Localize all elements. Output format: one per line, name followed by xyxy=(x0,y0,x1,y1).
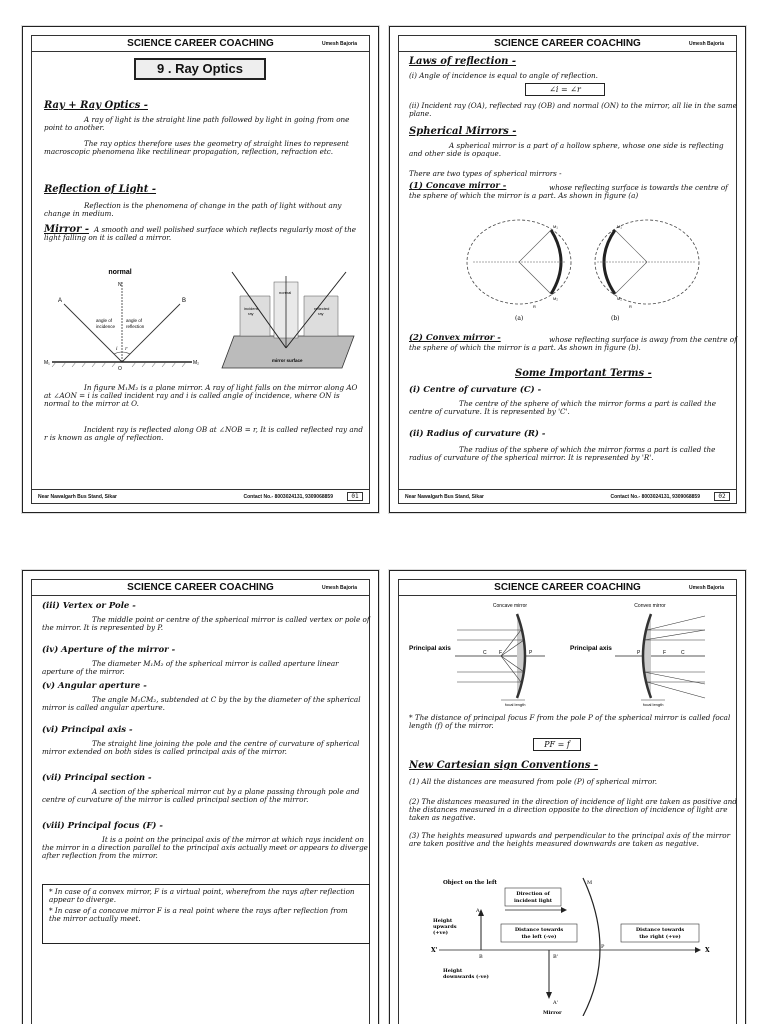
header-title: SCIENCE CAREER COACHING xyxy=(494,582,641,593)
fig-height-up-2: upwards xyxy=(433,924,457,930)
fig-aor-1: angle of xyxy=(126,318,143,323)
sign-mirror-arc xyxy=(583,878,600,1016)
note-concave: * In case of a concave mirror F is a real point where the rays after reflection from the mirror actually meet. xyxy=(49,906,348,923)
convention-3: (3) The heights measured upwards and perpendicular to the principal axis of the mirror are taken positive and the heights measured downwards are taken as negative. xyxy=(409,831,731,848)
term-3-label: (iii) Vertex or Pole - xyxy=(42,601,136,611)
plane-mirror-figure xyxy=(42,266,202,376)
heading-cartesian: New Cartesian sign Conventions - xyxy=(409,760,599,771)
fig-height-up-1: Height xyxy=(433,918,453,924)
convex-mirror xyxy=(643,614,651,698)
law-2: (ii) Incident ray (OA), reflected ray (OB) and normal (ON) to the mirror, all lie in the same plane. xyxy=(409,101,737,118)
spherical-mirrors-figure xyxy=(465,212,705,322)
fig-incident-light: incident light xyxy=(513,898,553,904)
principal-axis-left: Principal axis xyxy=(409,645,451,652)
reflected-ray xyxy=(122,304,180,362)
page-1 xyxy=(22,26,379,513)
term-5-label: (v) Angular aperture - xyxy=(42,681,147,691)
page-3 xyxy=(22,570,379,1024)
note-box xyxy=(42,884,370,944)
page-header xyxy=(399,36,736,52)
header-author: Umesh Bajoria xyxy=(321,41,357,47)
concave-C: C xyxy=(483,650,487,656)
concave-P: P xyxy=(529,650,533,656)
convex-C: C xyxy=(681,650,685,656)
fig-object-left: Object on the left xyxy=(443,880,497,886)
fig-a-caption: (a) xyxy=(515,315,524,322)
fig-dist-right-2: the right (+ve) xyxy=(639,934,681,940)
fig-aor-2: reflection xyxy=(126,324,145,329)
fig-X: X xyxy=(705,947,710,954)
term-1-label: (i) Centre of curvature (C) - xyxy=(409,385,542,395)
term-7-text: A section of the spherical mirror cut by a plane passing through pole and centre of curvature of the mirror is called principal section of the mirror. xyxy=(42,787,360,804)
radius-a1 xyxy=(519,230,551,262)
header-author: Umesh Bajoria xyxy=(688,41,724,47)
axis-arrowhead xyxy=(695,947,701,953)
fig-reflected-label-1: reflected xyxy=(314,306,330,311)
term-8-label: (viii) Principal focus (F) - xyxy=(42,821,163,831)
page-frame xyxy=(31,35,370,504)
term-8-text: It is a point on the principal axis of the mirror at which rays incident on the mirror in a direction parallel to the principal axis actually meet or appears to diverge after reflection from the mirror. xyxy=(42,835,368,860)
page-number: 01 xyxy=(347,492,363,501)
chapter-title: 9 . Ray Optics xyxy=(134,58,266,80)
term-2-label: (ii) Radius of curvature (R) - xyxy=(409,429,546,439)
concave-text: whose reflecting surface is towards the centre of the sphere of which the mirror is a part. As shown in figure (a) xyxy=(409,183,728,200)
fig-B: B xyxy=(479,954,483,960)
fig-i: i xyxy=(116,346,118,352)
page-frame xyxy=(398,579,737,1024)
fig-M1: M₁ xyxy=(44,360,50,366)
page-header xyxy=(32,580,369,596)
fig-aoi-2: incidence xyxy=(96,324,116,329)
term-1-text: The centre of the sphere of which the mirror forms a part is called the centre of curvature. It is represented by 'C'. xyxy=(409,399,716,416)
footer-address: Near Nawalgarh Bus Stand, Sikar xyxy=(38,494,117,500)
law-formula: ∠i = ∠r xyxy=(525,83,605,96)
term-6-label: (vi) Principal axis - xyxy=(42,725,133,735)
page-body xyxy=(405,600,737,1024)
page-frame xyxy=(398,35,737,504)
convention-2: (2) The distances measured in the direction of incidence of light are taken as positive and the distances measured in a direction opposite to the direction of incidence of light are taken as negative. xyxy=(409,797,737,822)
fig-a-M1: M₁ xyxy=(553,224,558,229)
heading-laws: Laws of reflection - xyxy=(409,56,517,67)
term-5-text: The angle M₁CM₂, subtended at C by the by the diameter of the spherical mirror is called angular aperture. xyxy=(42,695,361,712)
heading-ray: Ray + Ray Optics - xyxy=(44,100,148,111)
fig-height-down-1: Height xyxy=(443,968,463,974)
fig-A: A xyxy=(58,298,63,304)
fig-incident-label-1: incident xyxy=(244,306,258,311)
fig-M2: M₂ xyxy=(193,360,200,366)
term-3-text: The middle point or centre of the spherical mirror is called vertex or pole of the mirror. It is represented by P. xyxy=(42,615,370,632)
para-reflection: Reflection is the phenomena of change in the path of light without any change in medium. xyxy=(44,201,342,218)
convex-rays xyxy=(644,616,705,698)
fig-b-M2: M₂ xyxy=(617,296,622,301)
fig-r: r xyxy=(125,346,128,352)
header-title: SCIENCE CAREER COACHING xyxy=(127,38,274,49)
para-focal: * The distance of principal focus F from the pole P of the spherical mirror is called focal length (f) of the mirror. xyxy=(409,713,731,730)
para-ray-1: A ray of light is the straight line path followed by light in going from one point to another. xyxy=(44,115,350,132)
focus-figure xyxy=(405,600,743,710)
convex-P: P xyxy=(637,650,641,656)
page-footer xyxy=(399,489,736,503)
fig-dist-right-1: Distance towards xyxy=(635,927,685,933)
fig-direction: Direction of xyxy=(516,891,550,897)
fig-height-up-3: (+ve) xyxy=(433,930,449,936)
page-header xyxy=(399,580,736,596)
radius-a2 xyxy=(519,262,551,294)
fig-b-M1: M₁ xyxy=(617,224,622,229)
header-author: Umesh Bajoria xyxy=(321,585,357,591)
principal-axis-right: Principal axis xyxy=(570,645,612,652)
page-number: 02 xyxy=(714,492,730,501)
convex-text: whose reflecting surface is away from the centre of the sphere of which the mirror is a part. As shown in figure (b). xyxy=(409,335,737,352)
fig-surface-label: mirror surface xyxy=(272,358,303,363)
term-4-text: The diameter M₁M₂ of the spherical mirror is called aperture linear aperture of the mirror. xyxy=(42,659,339,676)
reflected-plane xyxy=(304,296,338,336)
header-title: SCIENCE CAREER COACHING xyxy=(127,582,274,593)
image-arrowhead xyxy=(546,992,552,999)
mirror-surface-figure xyxy=(214,268,364,378)
fig-N: N xyxy=(118,282,122,288)
header-title: SCIENCE CAREER COACHING xyxy=(494,38,641,49)
page-frame xyxy=(31,579,370,1024)
term-4-label: (iv) Aperture of the mirror - xyxy=(42,645,176,655)
fig-Ap: A' xyxy=(553,1000,558,1006)
fig-normal-label: normal xyxy=(108,269,132,276)
page-body xyxy=(405,56,737,485)
footer-contact: Contact No.- 8003024131, 9309068859 xyxy=(610,494,700,500)
page-4 xyxy=(389,570,746,1024)
fig-a-M2: M₂ xyxy=(553,296,558,301)
sign-convention-figure xyxy=(425,876,725,1016)
heading-reflection: Reflection of Light - xyxy=(44,184,157,195)
fig-incident-label-2: ray xyxy=(248,311,254,316)
page-body xyxy=(38,600,370,1024)
para-types: There are two types of spherical mirrors - xyxy=(409,169,562,178)
heading-mirror: Mirror - xyxy=(44,224,89,235)
para-figure-2: Incident ray is reflected along OB at ∠NOB = r, It is called reflected ray and r is known as angle of reflection. xyxy=(44,425,363,442)
page-header xyxy=(32,36,369,52)
convex-F: F xyxy=(663,650,667,656)
concave-mirror xyxy=(517,614,525,698)
fig-mirror-label: Mirror xyxy=(543,1010,562,1016)
para-figure-1: In figure M₁M₂ is a plane mirror. A ray of light falls on the mirror along AO at ∠AON = i is called incident ray and i is called angle of incidence, where ON is normal to the mirror at O. xyxy=(44,383,358,408)
heading-spherical: Spherical Mirrors - xyxy=(409,126,517,137)
concave-F: F xyxy=(499,650,503,656)
heading-terms: Some Important Terms - xyxy=(515,368,652,379)
term-2-text: The radius of the sphere of which the mirror forms a part is called the radius of curvature of the spherical mirror. It is represented by 'R'. xyxy=(409,445,716,462)
mirror-surface-plane xyxy=(222,336,354,368)
page-footer xyxy=(32,489,369,503)
fig-normal-3d-label: normal xyxy=(279,290,292,295)
pf-formula: PF = f xyxy=(533,738,581,751)
fig-b-R: R xyxy=(629,304,632,309)
note-convex: * In case of a convex mirror, F is a virtual point, wherefrom the rays after reflection appear to diverge. xyxy=(49,887,355,904)
incident-ray xyxy=(64,304,122,362)
page-2 xyxy=(389,26,746,513)
fig-dist-left-2: the left (-ve) xyxy=(521,934,557,940)
fig-reflected-label-2: ray xyxy=(318,311,324,316)
fig-Xp: X' xyxy=(431,947,438,954)
radius-b1 xyxy=(615,230,647,262)
fig-O: O xyxy=(118,366,122,372)
fig-dist-left-1: Distance towards xyxy=(514,927,564,933)
term-7-label: (vii) Principal section - xyxy=(42,773,152,783)
concave-title: Concave mirror xyxy=(492,603,528,609)
convention-1: (1) All the distances are measured from pole (P) of spherical mirror. xyxy=(409,777,658,786)
para-mirror: A smooth and well polished surface which reflects regularly most of the light falling on it is called a mirror. xyxy=(44,225,357,242)
footer-contact: Contact No.- 8003024131, 9309068859 xyxy=(243,494,333,500)
fig-M: M xyxy=(587,880,593,886)
concave-focal-label: focal length xyxy=(505,702,526,707)
convex-focal-label: focal length xyxy=(643,702,664,707)
fig-a-R: R xyxy=(533,304,536,309)
incident-plane xyxy=(240,296,270,336)
fig-Bp: B' xyxy=(553,954,559,960)
concave-label: (1) Concave mirror - xyxy=(409,181,507,191)
para-ray-2: The ray optics therefore uses the geometry of straight lines to represent macroscopic phenomena like rectilinear propagation, reflection, refraction etc. xyxy=(44,139,349,156)
fig-b-caption: (b) xyxy=(611,315,620,322)
law-1: (i) Angle of incidence is equal to angle of reflection. xyxy=(409,71,598,80)
fig-height-down-2: downwards (-ve) xyxy=(443,974,489,980)
fig-A: A xyxy=(476,908,480,914)
page-body xyxy=(38,56,363,485)
convex-label: (2) Convex mirror - xyxy=(409,333,501,343)
radius-b2 xyxy=(615,262,647,294)
footer-address: Near Nawalgarh Bus Stand, Sikar xyxy=(405,494,484,500)
direction-arrowhead xyxy=(561,907,567,913)
fig-aoi-1: angle of xyxy=(96,318,113,323)
fig-B: B xyxy=(182,298,187,304)
para-spherical: A spherical mirror is a part of a hollow sphere, whose one side is reflecting and other side is opaque. xyxy=(409,141,724,158)
convex-title: Convex mirror xyxy=(634,603,666,609)
term-6-text: The straight line joining the pole and the centre of curvature of spherical mirror extended on both sides is called principal axis of the mirror. xyxy=(42,739,360,756)
fig-P: P xyxy=(601,944,605,950)
header-author: Umesh Bajoria xyxy=(688,585,724,591)
